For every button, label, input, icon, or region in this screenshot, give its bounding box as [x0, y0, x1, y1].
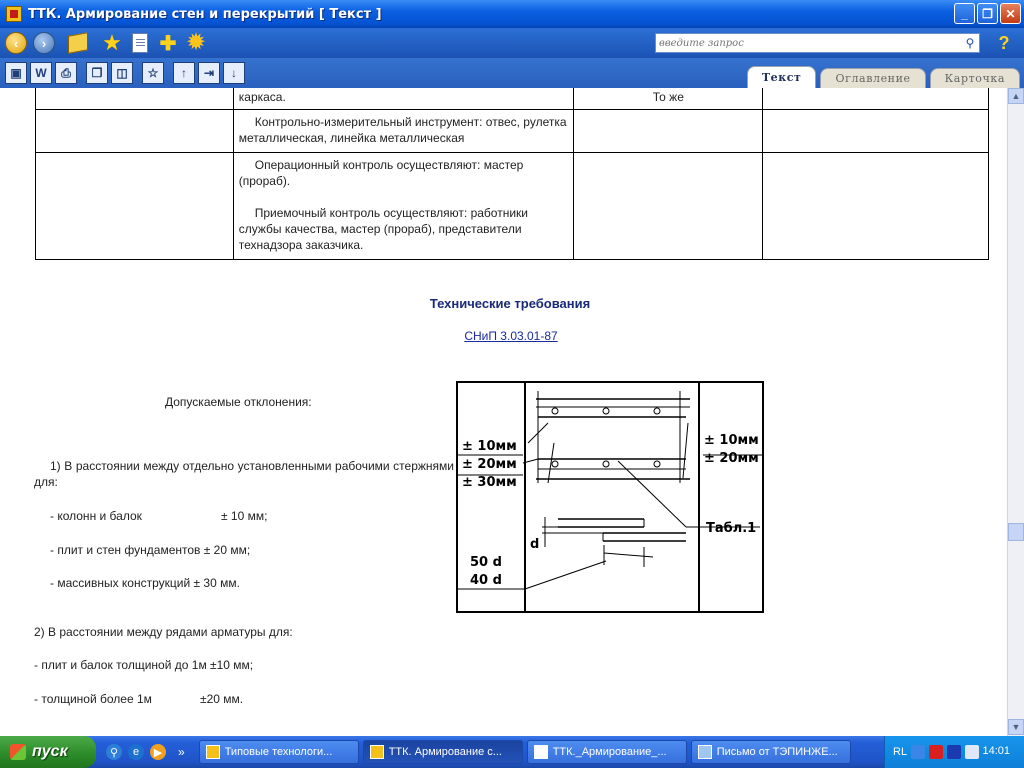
media-player-icon[interactable]: ▶ [150, 744, 166, 760]
antivirus-icon[interactable] [929, 745, 943, 759]
mail-icon [698, 745, 712, 759]
tab-text[interactable]: Текст [747, 66, 817, 88]
window-controls [954, 3, 1021, 24]
taskbar [0, 736, 1024, 768]
search-icon[interactable]: ⚲ [965, 36, 975, 50]
scroll-up-icon[interactable]: ▲ [1008, 88, 1024, 104]
chevron-right-icon[interactable]: » [178, 745, 185, 759]
table-row [36, 110, 989, 153]
document-content [0, 88, 1007, 736]
table-cell [574, 153, 763, 260]
right-dim-label: ± 20мм [704, 451, 759, 466]
secondary-toolbar [0, 58, 1024, 88]
taskbar-item[interactable]: ТТК. Армирование с... [363, 740, 523, 764]
print-icon[interactable]: ⎙ [55, 62, 77, 84]
right-dim-label: ± 10мм [704, 433, 759, 448]
forward-button[interactable] [32, 31, 56, 55]
copy-icon[interactable]: ❐ [86, 62, 108, 84]
table-cell [574, 110, 763, 153]
minimize-button[interactable]: _ [954, 3, 975, 24]
home-button[interactable] [66, 31, 90, 55]
list-item: - толщиной более 1м [34, 692, 152, 706]
word-export-icon[interactable]: W [30, 62, 52, 84]
document-button[interactable] [128, 31, 152, 55]
app-icon [370, 745, 384, 759]
reinforcement-drawing [456, 381, 764, 613]
lap-label: 50 d [470, 555, 502, 570]
control-table [35, 88, 989, 260]
table-ref-label: Табл.1 [706, 521, 757, 536]
list-item: - массивных конструкций ± 30 мм. [50, 576, 240, 590]
download-icon[interactable]: ↓ [223, 62, 245, 84]
star-icon: ★ [102, 30, 122, 55]
table-cell [233, 153, 574, 260]
allowed-deviations-label: Допускаемые отклонения: [165, 395, 312, 409]
search-icon[interactable]: ⚲ [106, 744, 122, 760]
taskbar-item[interactable]: Письмо от ТЭПИНЖЕ... [691, 740, 851, 764]
scroll-top-icon[interactable]: ↑ [173, 62, 195, 84]
section-heading: Технические требования [429, 296, 591, 311]
tab-card[interactable]: Карточка [930, 68, 1020, 88]
taskbar-item[interactable]: Типовые технологи... [199, 740, 359, 764]
clock: 14:01 [982, 745, 1010, 757]
add-bookmark-button[interactable] [156, 31, 180, 55]
paragraph-1: 1) В расстоянии между отдельно установленными рабочими стержнями для: [34, 459, 454, 489]
table-cell: каркаса. [233, 88, 574, 110]
view-tabs [743, 66, 1020, 88]
diameter-label: d [530, 537, 540, 552]
search-box [655, 33, 980, 53]
word-doc-icon [534, 745, 548, 759]
restore-button[interactable]: ❐ [977, 3, 998, 24]
plus-icon: ✚ [159, 32, 177, 55]
left-dim-label: ± 20мм [462, 457, 517, 472]
left-dim-label: ± 30мм [462, 475, 517, 490]
window-title: ТТК. Армирование стен и перекрытий [ Текст ] [28, 6, 382, 22]
folder-icon [206, 745, 220, 759]
list-item: - колонн и балок [50, 509, 142, 523]
table-cell: То же [574, 88, 763, 110]
favorites-button[interactable] [100, 31, 124, 55]
table-cell [763, 110, 989, 153]
back-arrow-icon: ‹ [5, 32, 27, 54]
book-icon [68, 32, 88, 54]
table-cell [763, 153, 989, 260]
paragraph-2: 2) В расстоянии между рядами арматуры для: [34, 625, 293, 639]
tab-contents[interactable]: Оглавление [820, 68, 925, 88]
close-button[interactable]: ✕ [1000, 3, 1021, 24]
windows-flag-icon [10, 744, 26, 760]
tray-arrow-icon[interactable] [911, 745, 925, 759]
snip-link-text[interactable]: СНиП 3.03.01-87 [464, 329, 558, 343]
list-item: - плит и стен фундаментов ± 20 мм; [50, 543, 251, 557]
list-item: - плит и балок толщиной до 1м ±10 мм; [34, 658, 254, 672]
scroll-thumb[interactable] [1008, 523, 1024, 541]
go-to-icon[interactable]: ⇥ [198, 62, 220, 84]
bookmark-star-icon[interactable]: ☆ [142, 62, 164, 84]
operational-control-text: Операционный контроль осуществляют: мастер (прораб). [238, 158, 524, 188]
start-label: пуск [32, 743, 68, 760]
language-indicator[interactable]: RL [893, 746, 908, 758]
main-toolbar [0, 28, 1024, 58]
save-icon[interactable]: ▣ [5, 62, 27, 84]
left-dim-label: ± 10мм [462, 439, 517, 454]
table-cell [763, 88, 989, 110]
help-icon[interactable]: ? [998, 32, 1010, 53]
vertical-scrollbar[interactable] [1007, 88, 1024, 736]
reinforcement-sketch [458, 383, 762, 611]
list-item-value: ±20 мм. [200, 692, 244, 706]
settings-button[interactable] [184, 31, 208, 55]
table-cell: Контрольно-измерительный инструмент: отвес, рулетка металлическая, линейка металлическая [233, 110, 574, 153]
table-cell [36, 153, 234, 260]
preview-icon[interactable]: ◫ [111, 62, 133, 84]
start-button[interactable] [0, 736, 96, 768]
lap-label: 40 d [470, 573, 502, 588]
table-row [36, 88, 989, 110]
title-bar [0, 0, 1024, 28]
quick-launch [106, 744, 185, 760]
scroll-down-icon[interactable]: ▼ [1008, 719, 1024, 735]
gear-icon: ✹ [185, 29, 207, 56]
system-tray [884, 736, 1024, 768]
ie-icon[interactable]: e [128, 744, 144, 760]
taskbar-item[interactable]: ТТК._Армирование_... [527, 740, 687, 764]
app-icon [6, 6, 22, 22]
document-icon [132, 33, 148, 53]
snip-link[interactable] [0, 329, 1007, 343]
table-cell [36, 110, 234, 153]
acceptance-control-text: Приемочный контроль осуществляют: работники службы качества, мастер (прораб), представители технадзора заказчика. [238, 206, 528, 252]
table-row [36, 153, 989, 260]
list-item-value: ± 10 мм; [221, 509, 268, 523]
network-icon[interactable] [965, 745, 979, 759]
keyboard-layout-icon[interactable] [947, 745, 961, 759]
table-cell [36, 88, 234, 110]
back-button[interactable] [4, 31, 28, 55]
forward-arrow-icon: › [33, 32, 55, 54]
search-input[interactable] [656, 34, 961, 52]
